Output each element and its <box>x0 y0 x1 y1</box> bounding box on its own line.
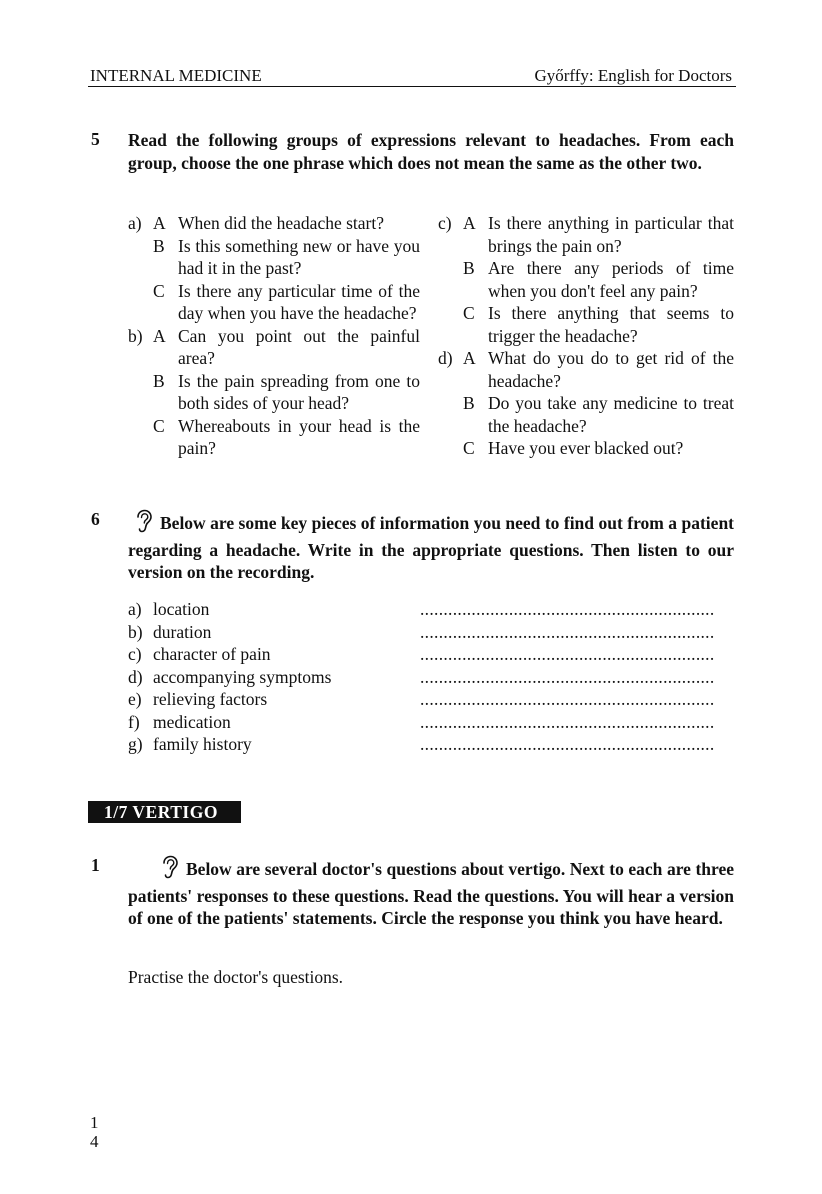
item-letter: f) <box>128 711 140 732</box>
exercise-5-right-column <box>438 212 734 460</box>
vertigo-exercise-1-number: 1 <box>91 855 100 875</box>
list-item <box>128 733 738 756</box>
option-item <box>438 212 734 257</box>
group-letter: a) <box>128 213 142 233</box>
vertigo-exercise-1-instruction <box>128 855 734 930</box>
option-letter: B <box>463 393 475 413</box>
section-title: 1/7 VERTIGO <box>104 802 218 822</box>
option-letter: C <box>463 303 475 323</box>
list-item <box>128 688 738 711</box>
item-label: relieving factors <box>153 689 268 709</box>
list-item <box>128 598 738 621</box>
page-number-line-1: 1 <box>90 1113 99 1132</box>
list-item <box>128 711 738 734</box>
answer-blank[interactable]: ............................................................... <box>420 734 715 754</box>
option-letter: B <box>153 370 165 391</box>
exercise-6-item-list <box>128 598 738 756</box>
item-letter: d) <box>128 666 143 687</box>
option-text: Is there anything that seems to trigger the headache? <box>488 303 734 346</box>
option-text: Whereabouts in your head is the pain? <box>178 415 420 458</box>
option-text: What do you do to get rid of the headache? <box>488 348 734 391</box>
list-item <box>128 666 738 689</box>
option-item <box>128 235 420 280</box>
answer-blank[interactable]: ............................................................... <box>420 689 715 709</box>
option-item <box>128 280 420 325</box>
section-heading-vertigo <box>88 801 241 823</box>
page-number-line-2: 4 <box>90 1132 99 1151</box>
item-label: family history <box>153 734 252 754</box>
item-label: character of pain <box>153 644 271 664</box>
page-number <box>90 1113 99 1151</box>
exercise-5-left-column <box>128 212 420 460</box>
item-letter: b) <box>128 621 143 642</box>
option-letter: A <box>153 213 166 233</box>
option-letter: C <box>153 415 165 436</box>
option-text: Do you take any medicine to treat the headache? <box>488 393 734 436</box>
exercise-6-number: 6 <box>91 509 100 529</box>
option-letter: A <box>463 348 476 368</box>
item-letter: c) <box>128 644 142 664</box>
header-section-title: INTERNAL MEDICINE <box>90 66 262 85</box>
list-item <box>128 621 738 644</box>
exercise-5-instruction: Read the following groups of expressions relevant to headaches. From each group, choose the one phrase which does not mean the same as the other two. <box>128 130 734 173</box>
option-group <box>128 212 420 325</box>
group-letter: d) <box>438 348 453 368</box>
exercise-5-number: 5 <box>91 129 100 149</box>
answer-blank[interactable]: ............................................................... <box>420 711 715 732</box>
option-item <box>128 212 420 235</box>
option-group <box>438 347 734 460</box>
ear-icon <box>132 509 154 539</box>
option-text: Is there anything in particular that brings the pain on? <box>488 213 734 256</box>
option-text: When did the headache start? <box>178 213 385 233</box>
answer-blank[interactable]: ............................................................... <box>420 666 715 687</box>
answer-blank[interactable]: ............................................................... <box>420 644 715 664</box>
option-letter: C <box>463 438 475 458</box>
item-label: duration <box>153 621 212 642</box>
ear-icon <box>158 855 180 885</box>
option-item <box>128 325 420 370</box>
header-book-title: Győrffy: English for Doctors <box>534 66 732 85</box>
option-text: Is there any particular time of the day when you have the headache? <box>178 280 420 323</box>
option-item <box>438 437 734 460</box>
option-item <box>438 347 734 392</box>
practise-instruction: Practise the doctor's questions. <box>128 967 344 987</box>
vertigo-exercise-1-instruction-text: Below are several doctor's questions about vertigo. Next to each are three patients' responses to these questions. Read the questions. You will hear a version of one of the patients' statements. Circle the response you think you have heard. <box>128 859 734 928</box>
exercise-6-instruction <box>128 509 734 584</box>
group-letter: c) <box>438 213 452 233</box>
item-label: accompanying symptoms <box>153 666 332 687</box>
option-group <box>128 325 420 460</box>
option-item <box>128 415 420 460</box>
item-label: medication <box>153 711 231 732</box>
option-letter: A <box>463 213 476 233</box>
answer-blank[interactable]: ............................................................... <box>420 599 715 619</box>
option-item <box>438 392 734 437</box>
option-item <box>438 302 734 347</box>
option-item <box>128 370 420 415</box>
item-letter: e) <box>128 689 142 709</box>
exercise-6-instruction-text: Below are some key pieces of information you need to find out from a patient regarding a headache. Write in the appropriate questions. Then listen to our version on the recording. <box>128 513 734 582</box>
list-item <box>128 643 738 666</box>
option-text: Can you point out the painful area? <box>178 325 420 368</box>
option-letter: B <box>463 258 475 278</box>
option-item <box>438 257 734 302</box>
item-label: location <box>153 599 210 619</box>
option-letter: A <box>153 325 166 346</box>
option-group <box>438 212 734 347</box>
item-letter: a) <box>128 599 142 619</box>
running-header <box>88 64 736 87</box>
option-text: Are there any periods of time when you don't feel any pain? <box>488 258 734 301</box>
group-letter: b) <box>128 325 143 346</box>
answer-blank[interactable]: ............................................................... <box>420 621 715 642</box>
option-text: Is the pain spreading from one to both sides of your head? <box>178 370 420 413</box>
option-text: Have you ever blacked out? <box>488 438 684 458</box>
item-letter: g) <box>128 734 143 754</box>
option-letter: C <box>153 280 165 301</box>
option-letter: B <box>153 235 165 256</box>
option-text: Is this something new or have you had it in the past? <box>178 235 420 278</box>
